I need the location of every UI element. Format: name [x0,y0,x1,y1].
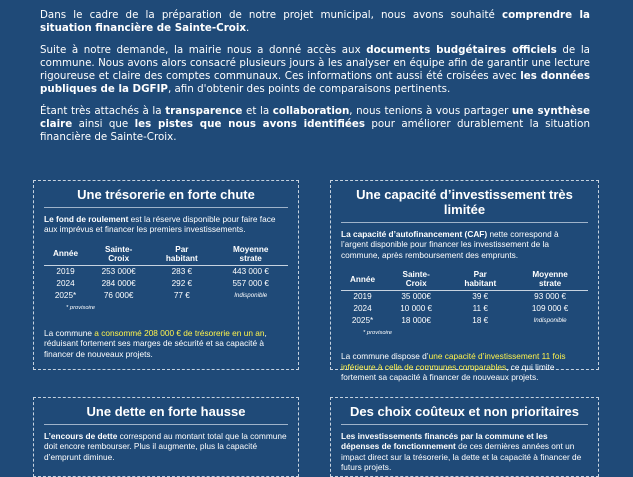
card-description: L’encours de dette correspond au montant total que la commune doit encore rembourser. Plus il augmente, plus la capacité d’emprunt diminue. [44,431,287,462]
intro-text [40,9,590,153]
footnote: * provisoire [363,330,392,337]
card-title: Une dette en forte hausse [44,404,288,425]
table-header-row: Année Sainte-Croix Par habitant Moyenne strate [44,245,288,266]
treasury-card [33,180,299,370]
intro-paragraph-1: Dans le cadre de la préparation de notre projet municipal, nous avons souhaité comprendre la situation financière de Sainte-Croix. [40,9,590,34]
card-description: Les investissements financés par la commune et les dépenses de fonctionnement de ces dernières années ont un impact direct sur la trésorerie, la dette et la capacité à financer de futurs projets. [341,431,582,473]
table-row: 2025* 18 000€ 18 € Indisponible [351,316,567,326]
caf-table [341,270,588,327]
card-title: Une trésorerie en forte chute [44,187,288,208]
table-row: 2025* 76 000€ 77 € Indisponible [54,290,268,300]
debt-card [33,397,299,477]
table-row: 2024 10 000 € 11 € 109 000 € [353,304,569,314]
footnote: * provisoire [66,304,95,311]
card-description: La capacité d’autofinancement (CAF) nette correspond à l’argent disponible pour financer les investissement de la commune, après remboursement des emprunts. [341,229,559,260]
intro-paragraph-3: Étant très attachés à la transparence et la collaboration, nous tenions à vous partager une synthèse claire ainsi que les pistes que nous avons identifiées pour améliorer durablement la situation financière de Sainte-Croix. [40,105,590,143]
table-row: 2019 35 000€ 39 € 93 000 € [353,292,567,302]
table-row: 2024 284 000€ 292 € 557 000 € [56,278,269,288]
costly-choices-card [330,397,599,477]
card-title: Une capacité d’investissement très limitée [341,187,588,223]
card-description: Le fond de roulement est la réserve disponible pour faire face aux imprévus et financer les premiers investissements. [44,214,276,235]
table-header-row: Année Sainte-Croix Par habitant Moyenne strate [341,270,588,291]
investment-capacity-card [330,180,599,383]
card-title: Des choix coûteux et non prioritaires [341,404,588,425]
table-row: 2019 253 000€ 283 € 443 000 € [56,266,269,276]
card-conclusion: La commune dispose d’une capacité d’investissement 11 fois inférieure à celle de communes comparables, ce qui limite fortement sa capacité à financer de nouveaux projets. [341,351,566,383]
card-conclusion: La commune a consommé 208 000 € de trésorerie en un an, réduisant fortement ses marges de sécurité et sa capacité à financer de nouveaux projets. [44,327,267,359]
treasury-table [44,245,288,302]
intro-paragraph-2: Suite à notre demande, la mairie nous a donné accès aux documents budgétaires officiels de la commune. Nous avons alors consacré plusieurs jours à les analyser en équipe afin de garantir une lecture rigoureuse et claire des comptes communaux. Ces informations ont aussi été croisées avec les données publiques de la DGFIP, afin d'obtenir des points de comparaisons pertinents. [40,44,590,95]
